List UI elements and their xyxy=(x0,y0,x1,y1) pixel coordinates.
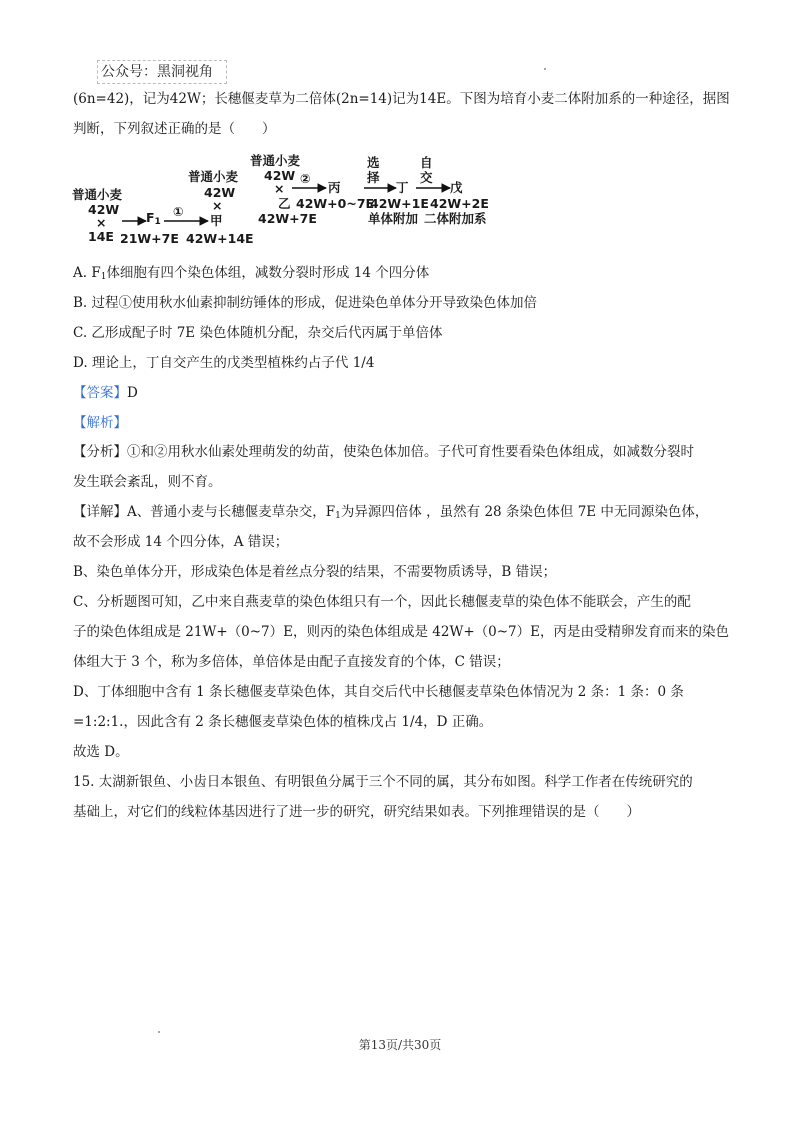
parent3-genome: 42W xyxy=(264,168,296,183)
parent2-genome: 42W xyxy=(204,185,236,200)
yi-formula: 42W+7E xyxy=(258,211,317,226)
detail-line-a2: 故不会形成 14 个四分体，A 错误； xyxy=(73,534,289,550)
select-label-2: 择 xyxy=(367,170,380,185)
analysis-heading xyxy=(73,413,127,433)
detail-conclusion: 故选 D。 xyxy=(73,744,129,760)
f1-subscript: 1 xyxy=(154,217,161,227)
watermark-label: 公众号：黑洞视角 xyxy=(97,60,227,84)
parent1-partner-genome: 14E xyxy=(88,229,114,244)
decorative-dot xyxy=(544,68,546,70)
answer-value: D xyxy=(127,385,138,401)
detail-line-d1: D、丁体细胞中含有 1 条长穗偃麦草染色体，其自交后代中长穗偃麦草染色体情况为 2 条：1 条：0 条 xyxy=(73,684,684,700)
page-footer: 第13页/共30页 xyxy=(358,1038,442,1052)
wu-type-label: 二体附加系 xyxy=(424,211,487,226)
bing-label: 丙 xyxy=(328,180,341,195)
intro-line-1: (6n=42)，记为42W；长穗偃麦草为二倍体(2n=14)记为14E。下图为培育小麦二体附加系的一种途径，据图 xyxy=(73,91,730,107)
bing-formula: 42W+0~7E xyxy=(296,196,375,211)
option-b: B. 过程①使用秋水仙素抑制纺锤体的形成，促进染色单体分开导致染色体加倍 xyxy=(73,295,538,311)
analysis-line-1 xyxy=(73,442,694,462)
option-c: C. 乙形成配子时 7E 染色体随机分配，杂交后代丙属于单倍体 xyxy=(73,325,443,341)
detail-line-b1: B、染色单体分开，形成染色体是着丝点分裂的结果，不需要物质诱导，B 错误； xyxy=(73,564,557,580)
wu-label: 戊 xyxy=(450,180,463,195)
yi-label: 乙 xyxy=(278,196,291,211)
f1-formula: 21W+7E xyxy=(120,231,179,246)
parent2-name: 普通小麦 xyxy=(188,169,239,184)
detail-line-c2: 子的染色体组成是 21W+（0~7）E，则丙的染色体组成是 42W+（0~7）E，丙是由受精卵发育而来的染色 xyxy=(73,624,730,640)
option-a xyxy=(73,263,429,287)
analysis-line-2: 发生联会紊乱，则不育。 xyxy=(73,474,222,490)
ding-type-label: 单体附加 xyxy=(368,211,419,226)
select-label-1: 选 xyxy=(367,155,380,170)
f1-letter: F xyxy=(146,210,155,225)
decorative-dot xyxy=(158,1031,160,1033)
detail-line-a1 xyxy=(73,502,708,526)
self-label-1: 自 xyxy=(420,155,433,170)
parent3-name: 普通小麦 xyxy=(250,153,301,168)
ding-label: 丁 xyxy=(396,180,409,195)
ding-formula: 42W+1E xyxy=(370,196,429,211)
jia-formula: 42W+14E xyxy=(186,231,254,246)
jia-label: 甲 xyxy=(210,213,223,228)
cross-symbol-2: × xyxy=(212,198,223,213)
detail-line-c3: 体组大于 3 个，称为多倍体，单倍体是由配子直接发育的个体，C 错误； xyxy=(73,654,510,670)
option-a-text: 体细胞有四个染色体组，减数分裂时形成 14 个四分体 xyxy=(106,265,430,281)
detail-a1-post: 为异源四倍体 ，虽然有 28 条染色体但 7E 中无同源染色体， xyxy=(340,504,709,520)
parent1-name: 普通小麦 xyxy=(72,187,123,202)
step-1-marker: ① xyxy=(173,204,184,219)
detail-line-c1: C、分析题图可知，乙中来自燕麦草的染色体组只有一个，因此长穗偃麦草的染色体不能联会，产生的配 xyxy=(73,594,691,610)
detail-tag: 【详解】 xyxy=(73,504,127,520)
analysis-sub-tag: 【分析】 xyxy=(73,444,127,460)
breeding-diagram xyxy=(60,150,530,250)
answer-row xyxy=(73,383,138,403)
self-label-2: 交 xyxy=(420,170,433,185)
detail-line-d2: =1:2:1.，因此含有 2 条长穗偃麦草染色体的植株戊占 1/4，D 正确。 xyxy=(73,714,493,730)
wu-formula: 42W+2E xyxy=(430,196,489,211)
f1-label xyxy=(146,211,161,229)
option-a-subscript: 1 xyxy=(100,272,107,282)
detail-a1-subscript: 1 xyxy=(335,511,341,521)
analysis-text-1: ①和②用秋水仙素处理萌发的幼苗，使染色体加倍。子代可育性要看染色体组成，如减数分裂时 xyxy=(127,444,694,460)
option-d: D. 理论上，丁自交产生的戊类型植株约占子代 1/4 xyxy=(73,355,375,371)
question-15-line-1: 15. 太湖新银鱼、小齿日本银鱼、有明银鱼分属于三个不同的属，其分布如图。科学工作者在传统研究的 xyxy=(73,774,693,790)
cross-symbol-1: × xyxy=(96,215,107,230)
analysis-tag: 【解析】 xyxy=(73,415,127,431)
intro-line-2: 判断，下列叙述正确的是（ ） xyxy=(73,121,276,137)
option-a-prefix: A. F xyxy=(73,265,101,281)
cross-symbol-3: × xyxy=(274,181,285,196)
parent1-genome: 42W xyxy=(88,202,120,217)
step-2-marker: ② xyxy=(300,171,311,186)
answer-tag: 【答案】 xyxy=(73,385,127,401)
question-15-line-2: 基础上，对它们的线粒体基因进行了进一步的研究，研究结果如表。下列推理错误的是（ ） xyxy=(73,804,640,820)
detail-a1-pre: A、普通小麦与长穗偃麦草杂交，F xyxy=(127,504,336,520)
